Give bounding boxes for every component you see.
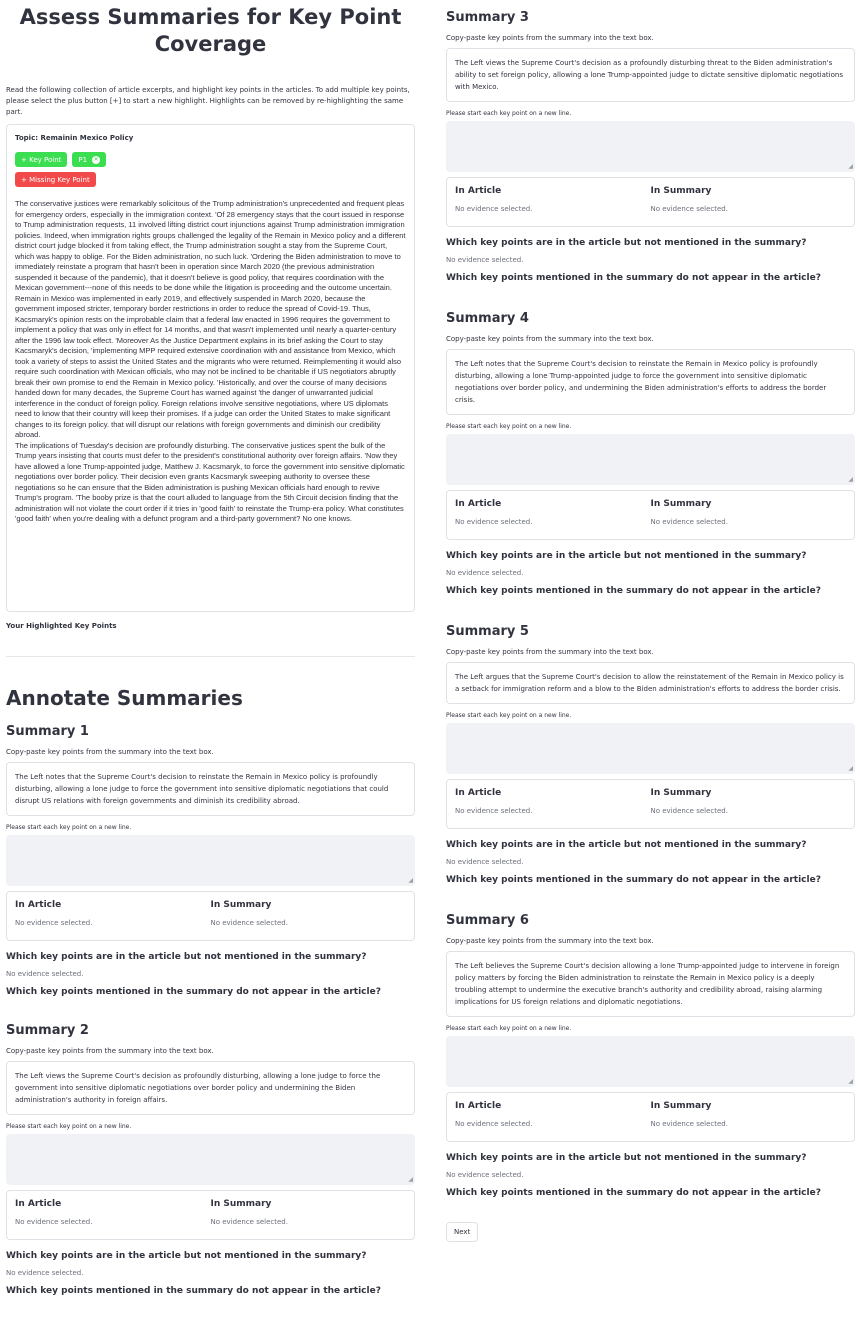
evidence-panel [446, 177, 855, 227]
evidence-panel [6, 1190, 415, 1240]
resize-handle-icon[interactable]: ◢ [408, 1176, 413, 1183]
summary-title: Summary 4 [446, 311, 529, 326]
missing-value: No evidence selected. [6, 970, 84, 978]
resize-handle-icon[interactable]: ◢ [848, 163, 853, 170]
annotate-title: Annotate Summaries [6, 686, 243, 710]
copy-instruction: Copy-paste key points from the summary into the text box. [446, 937, 654, 945]
key-point-p1-button[interactable] [72, 152, 106, 167]
copy-instruction: Copy-paste key points from the summary into the text box. [6, 1047, 214, 1055]
right-column [446, 0, 855, 1242]
evidence-panel [6, 891, 415, 941]
missing-question: Which key points are in the article but not mentioned in the summary? [6, 952, 367, 962]
summary-text-box[interactable]: The Left notes that the Supreme Court's decision to reinstate the Remain in Mexico policy is profoundly disturbing, allowing a lone judge to force the government into sensitive diplomatic negotiations that could disrupt US relations with foreign governments and diminish its credibility abroad. [6, 762, 415, 816]
line-instruction: Please start each key point on a new line. [446, 110, 572, 117]
in-summary-header: In Summary [650, 186, 712, 196]
resize-handle-icon[interactable]: ◢ [848, 765, 853, 772]
missing-question: Which key points are in the article but not mentioned in the summary? [446, 551, 807, 561]
summary-text-box[interactable]: The Left views the Supreme Court's decision as a profoundly disturbing threat to the Biden administration's ability to set foreign policy, allowing a lone Trump-appointed judge to dictate sensitive diplomatic negotiations with Mexico. [446, 48, 855, 102]
summary-section-6 [446, 912, 855, 1199]
summary-section-4 [446, 310, 855, 597]
copy-instruction: Copy-paste key points from the summary into the text box. [6, 748, 214, 756]
resize-handle-icon[interactable]: ◢ [848, 1078, 853, 1085]
summary-section-2 [6, 1022, 415, 1297]
missing-value: No evidence selected. [446, 569, 524, 577]
in-article-header: In Article [455, 1101, 502, 1111]
line-instruction: Please start each key point on a new line. [6, 1123, 132, 1130]
resize-handle-icon[interactable]: ◢ [848, 476, 853, 483]
in-article-value: No evidence selected. [455, 807, 533, 815]
copy-instruction: Copy-paste key points from the summary into the text box. [446, 648, 654, 656]
summary-title: Summary 5 [446, 624, 529, 639]
in-summary-value: No evidence selected. [650, 518, 728, 526]
in-article-header: In Article [455, 186, 502, 196]
summary-title: Summary 3 [446, 10, 529, 25]
in-article-value: No evidence selected. [455, 205, 533, 213]
in-summary-header: In Summary [650, 1101, 712, 1111]
missing-value: No evidence selected. [6, 1269, 84, 1277]
summary-title: Summary 2 [6, 1023, 89, 1038]
add-key-point-label: + Key Point [21, 155, 62, 164]
left-column [6, 0, 415, 1297]
highlighted-key-points-label: Your Highlighted Key Points [6, 622, 117, 630]
in-summary-value: No evidence selected. [650, 205, 728, 213]
in-summary-value: No evidence selected. [210, 919, 288, 927]
topic-label: Topic: Remainin Mexico Policy [15, 134, 134, 142]
in-summary-value: No evidence selected. [650, 807, 728, 815]
copy-instruction: Copy-paste key points from the summary into the text box. [446, 335, 654, 343]
summary-section-3 [446, 9, 855, 284]
article-paragraph[interactable]: The conservative justices were remarkably solicitous of the Trump administration's unprecedented and frequent pleas for emergency orders, especially in the immigration context. 'Of 28 emergency stays that the court issued in response to Trump administration requests, 11 involved lifting district court injunctions against Trump administration immigration policies. Indeed, when immigration rights groups challenged the legality of the Remain in Mexico policy and a different district court judge blocked it from taking effect, the Trump administration sought a stay from the Supreme Court, which was happy to oblige. For the Biden administration, no such luck. 'Ordering the Biden administration to move to immediately reinstate a program that hasn't been in operation since March 2020 (the previous administration suspended it because of the pandemic), that it doesn't believe is good policy, that requires coordination with the Mexican government---none of this needs to be done while the litigation is proceeding and the outcome uncertain. [15, 199, 406, 292]
next-button[interactable]: Next [446, 1222, 478, 1242]
resize-handle-icon[interactable]: ◢ [408, 877, 413, 884]
line-instruction: Please start each key point on a new line. [446, 712, 572, 719]
missing-question: Which key points are in the article but not mentioned in the summary? [446, 238, 807, 248]
extra-question: Which key points mentioned in the summary do not appear in the article? [446, 875, 821, 885]
page-title: Assess Summaries for Key Point Coverage [19, 5, 402, 56]
key-points-input[interactable] [446, 121, 855, 172]
extra-question: Which key points mentioned in the summary do not appear in the article? [446, 586, 821, 596]
missing-value: No evidence selected. [446, 858, 524, 866]
summary-text-box[interactable]: The Left believes the Supreme Court's decision allowing a lone Trump-appointed judge to intervene in foreign policy matters by forcing the Biden administration to reinstate the Remain in Mexico policy is a deeply troubling attempt to undermine the executive branch's authority and credibility abroad, raising alarming implications for US foreign relations and diplomatic negotiations. [446, 951, 855, 1017]
evidence-panel [446, 779, 855, 829]
article-paragraph[interactable]: Remain in Mexico was implemented in early 2019, and effectively suspended in March 2020, because the government imposed stricter, temporary border restrictions in order to reduce the spread of Covid-19. Thus, Kacsmaryk's opinion rests on the improbable claim that a federal law enacted in 1996 requires the government to implement a policy that was only in effect for 14 months, and that wasn't implemented until nearly a quarter-century after the 1996 law took effect. 'Moreover As the Justice Department explains in its brief asking the Court to stay Kacsmaryk's decision, 'implementing MPP required extensive coordination with and assistance from Mexico, which took a variety of steps to assist the United States and the migrants who were returned. Reimplementing it would also require such coordination with Mexican officials, who may not be inclined to be charitable if US negotiators abruptly break their own promise to end the Remain in Mexico policy. 'Historically, and over the course of many decisions handed down for many decades, the Supreme Court has warned against 'the danger of unwarranted judicial interference in the conduct of foreign policy. Foreign relations involve sensitive negotiations, where US diplomats need to know that their country will keep their promises. If a judge can order the United States to make significant changes to its foreign policy. that will disrupt our relations with foreign governments and diminish our credibility abroad. [15, 293, 402, 439]
extra-question: Which key points mentioned in the summary do not appear in the article? [6, 987, 381, 997]
summary-text-box[interactable]: The Left notes that the Supreme Court's decision to reinstate the Remain in Mexico policy is profoundly disturbing, allowing a lone Trump-appointed judge to force the government into sensitive diplomatic negotiations over border policy, and undermining the Biden administration's efforts to address the border crisis. [446, 349, 855, 415]
extra-question: Which key points mentioned in the summary do not appear in the article? [6, 1286, 381, 1296]
summary-section-1 [6, 723, 415, 998]
key-points-input[interactable] [446, 723, 855, 774]
article-text[interactable] [15, 199, 406, 525]
line-instruction: Please start each key point on a new line. [446, 1025, 572, 1032]
summary-text-box[interactable]: The Left argues that the Supreme Court's decision to allow the reinstatement of the Remain in Mexico policy is a setback for immigration reform and a blow to the Biden administration's efforts to address the border crisis. [446, 662, 855, 704]
p1-label: P1 [78, 155, 88, 164]
line-instruction: Please start each key point on a new line. [6, 824, 132, 831]
summary-section-5 [446, 623, 855, 886]
summary-text-box[interactable]: The Left views the Supreme Court's decision as profoundly disturbing, allowing a lone judge to force the government into sensitive diplomatic negotiations over border policy and undermining the Biden administration's authority in foreign affairs. [6, 1061, 415, 1115]
in-summary-header: In Summary [650, 499, 712, 509]
key-points-input[interactable] [6, 1134, 415, 1185]
missing-value: No evidence selected. [446, 1171, 524, 1179]
divider [6, 656, 415, 657]
missing-key-point-label: + Missing Key Point [21, 175, 90, 184]
evidence-panel [446, 490, 855, 540]
evidence-panel [446, 1092, 855, 1142]
in-article-header: In Article [15, 900, 62, 910]
missing-value: No evidence selected. [446, 256, 524, 264]
missing-question: Which key points are in the article but not mentioned in the summary? [446, 840, 807, 850]
add-key-point-button[interactable] [15, 152, 67, 167]
summary-title: Summary 1 [6, 724, 89, 739]
in-article-value: No evidence selected. [15, 919, 93, 927]
close-icon[interactable]: ✕ [93, 155, 99, 163]
key-points-input[interactable] [446, 434, 855, 485]
article-panel [6, 124, 415, 612]
in-summary-value: No evidence selected. [650, 1120, 728, 1128]
missing-question: Which key points are in the article but not mentioned in the summary? [6, 1251, 367, 1261]
in-summary-header: In Summary [210, 1199, 272, 1209]
in-article-value: No evidence selected. [15, 1218, 93, 1226]
key-points-input[interactable] [446, 1036, 855, 1087]
line-instruction: Please start each key point on a new line. [446, 423, 572, 430]
in-article-value: No evidence selected. [455, 1120, 533, 1128]
copy-instruction: Copy-paste key points from the summary into the text box. [446, 34, 654, 42]
key-points-input[interactable] [6, 835, 415, 886]
instructions-text: Read the following collection of article excerpts, and highlight key points in the articles. To add multiple key points, please select the plus button [+] to start a new highlight. Highlights can be removed by re-highlighting the same part. [6, 86, 410, 116]
article-paragraph[interactable]: The implications of Tuesday's decision are profoundly disturbing. The conservative justices spent the bulk of the Trump years insisting that courts must defer to the president's constitutional authority over foreign affairs. 'Now they have allowed a lone Trump-appointed judge, Matthew J. Kacsmaryk, to force the government into sensitive diplomatic negotiations over border policy. Their decision even grants Kacsmaryk sweeping authority to oversee these negotiations so he can ensure that the Biden administration is pushing Mexican officials hard enough to revive Trump's program. 'The booby prize is that the court alluded to language from the 5th Circuit decision finding that the administration will not violate the court order if it tries in 'good faith' to reinstate the Trump-era policy. What constitutes 'good faith' when you're dealing with a defunct program and a third-party government? No one knows. [15, 440, 405, 523]
in-summary-header: In Summary [650, 788, 712, 798]
in-article-header: In Article [15, 1199, 62, 1209]
missing-question: Which key points are in the article but not mentioned in the summary? [446, 1153, 807, 1163]
extra-question: Which key points mentioned in the summary do not appear in the article? [446, 273, 821, 283]
missing-key-point-button[interactable] [15, 172, 96, 187]
in-article-header: In Article [455, 788, 502, 798]
in-summary-header: In Summary [210, 900, 272, 910]
in-article-header: In Article [455, 499, 502, 509]
summary-title: Summary 6 [446, 913, 529, 928]
in-summary-value: No evidence selected. [210, 1218, 288, 1226]
extra-question: Which key points mentioned in the summary do not appear in the article? [446, 1188, 821, 1198]
in-article-value: No evidence selected. [455, 518, 533, 526]
